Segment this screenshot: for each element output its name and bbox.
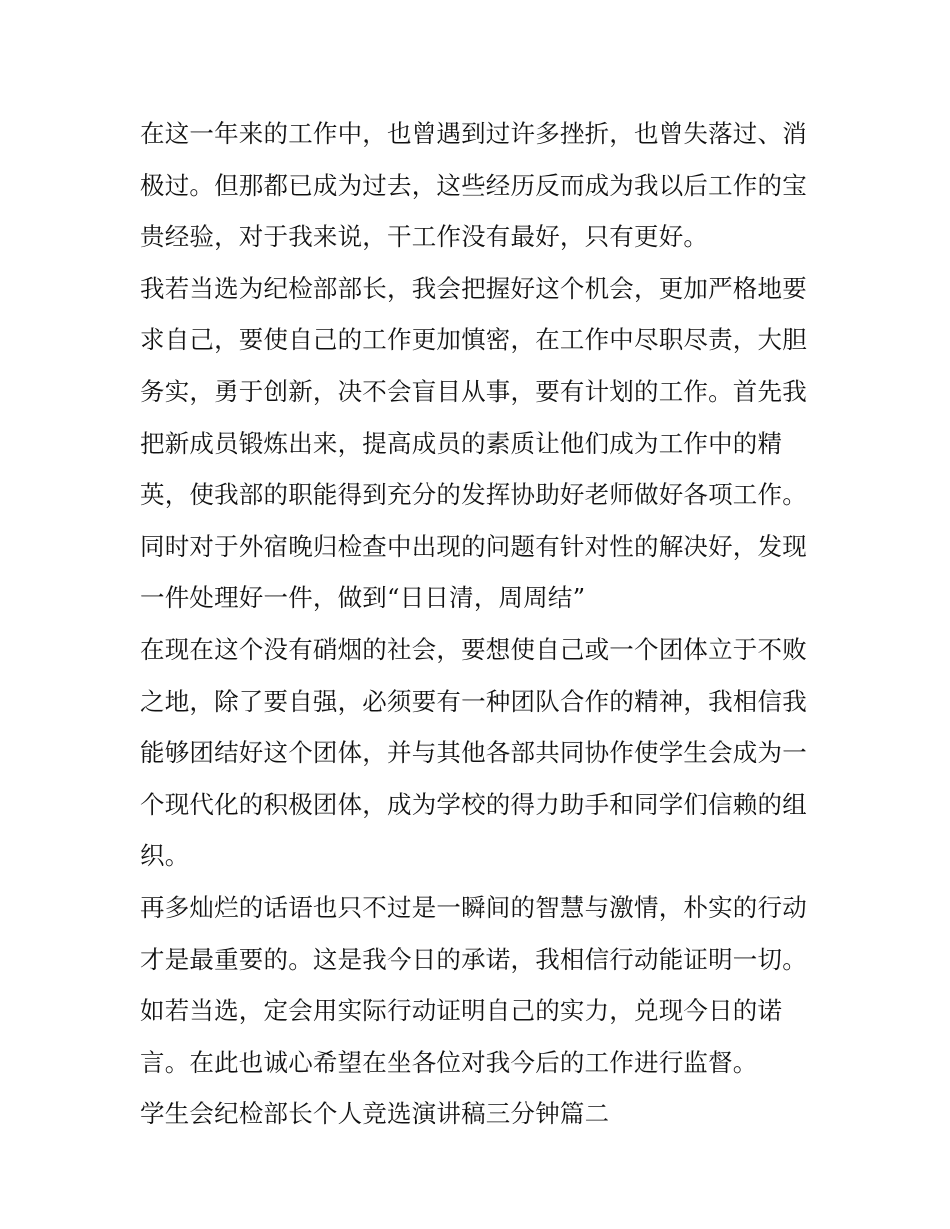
text-line: 言。在此也诚心希望在坐各位对我今后的工作进行监督。 <box>140 1047 758 1077</box>
section-heading <box>140 1088 820 1140</box>
paragraph-reflection <box>140 108 820 263</box>
text-line: 把新成员锻炼出来，提高成员的素质让他们成为工作中的精 <box>140 428 783 458</box>
heading-line: 学生会纪检部长个人竞选演讲稿三分钟篇二 <box>140 1099 610 1129</box>
text-line: 再多灿烂的话语也只不过是一瞬间的智慧与激情，朴实的行动 <box>140 892 807 922</box>
text-line: 极过。但那都已成为过去，这些经历反而成为我以后工作的宝 <box>140 170 807 200</box>
text-line: 之地，除了要自强，必须要有一种团队合作的精神，我相信我 <box>140 686 807 716</box>
text-line: 我若当选为纪检部部长，我会把握好这个机会，更加严格地要 <box>140 273 807 303</box>
text-line: 贵经验，对于我来说，干工作没有最好，只有更好。 <box>140 222 709 252</box>
text-line: 在这一年来的工作中，也曾遇到过许多挫折，也曾失落过、消 <box>140 119 807 148</box>
text-line: 如若当选，定会用实际行动证明自己的实力，兑现今日的诺 <box>140 996 783 1026</box>
text-line: 才是最重要的。这是我今日的承诺，我相信行动能证明一切。 <box>140 944 807 974</box>
paragraph-teamwork <box>140 624 820 882</box>
text-line: 个现代化的积极团体，成为学校的得力助手和同学们信赖的组 <box>140 789 807 819</box>
document-body <box>140 108 820 1140</box>
text-line: 务实，勇于创新，决不会盲目从事，要有计划的工作。首先我 <box>140 376 807 406</box>
text-line: 能够团结好这个团体，并与其他各部共同协作使学生会成为一 <box>140 738 807 768</box>
text-line: 织。 <box>140 841 190 871</box>
text-line: 同时对于外宿晚归检查中出现的问题有针对性的解决好，发现 <box>140 531 807 561</box>
paragraph-plan <box>140 263 820 624</box>
text-line: 英，使我部的职能得到充分的发挥协助好老师做好各项工作。 <box>140 480 807 510</box>
text-line: 求自己，要使自己的工作更加慎密，在工作中尽职尽责，大胆 <box>140 325 807 355</box>
paragraph-promise <box>140 882 820 1088</box>
text-line: 在现在这个没有硝烟的社会，要想使自己或一个团体立于不败 <box>140 634 807 664</box>
text-line: 一件处理好一件，做到“日日清，周周结” <box>140 583 586 613</box>
